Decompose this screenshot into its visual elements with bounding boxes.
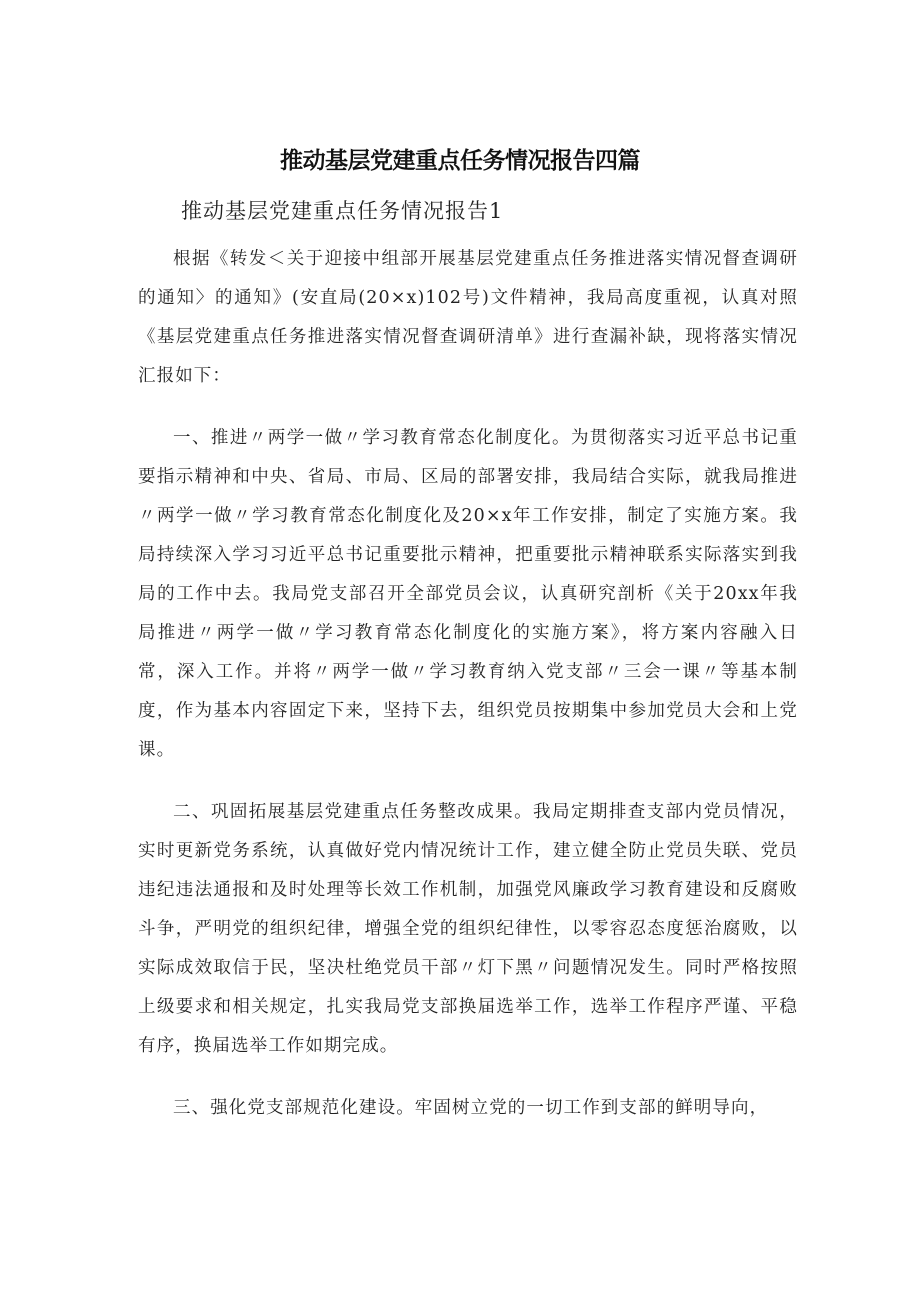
section-subtitle: 推动基层党建重点任务情况报告1 bbox=[181, 199, 504, 223]
paragraph-section-3: 三、强化党支部规范化建设。牢固树立党的一切工作到支部的鲜明导向， bbox=[173, 1098, 769, 1118]
document-body bbox=[138, 240, 798, 1151]
paragraph-intro: 根据《转发＜关于迎接中组部开展基层党建重点任务推进落实情况督查调研的通知〉的通知》(安直局(20×x)102号)文件精神，我局高度重视，认真对照《基层党建重点任务推进落实情况督查调研清单》进行查漏补缺，现将落实情况汇报如下： bbox=[138, 249, 798, 386]
paragraph-section-1: 一、推进〃两学一做〃学习教育常态化制度化。为贯彻落实习近平总书记重要指示精神和中央、省局、市局、区局的部署安排，我局结合实际，就我局推进〃两学一做〃学习教育常态化制度化及20×x年工作安排，制定了实施方案。我局持续深入学习习近平总书记重要批示精神，把重要批示精神联系实际落实到我局的工作中去。我局党支部召开全部党员会议，认真研究剖析《关于20xx年我局推进〃两学一做〃学习教育常态化制度化的实施方案》，将方案内容融入日常，深入工作。并将〃两学一做〃学习教育纳入党支部〃三会一课〃等基本制度，作为基本内容固定下来，坚持下去，组织党员按期集中参加党员大会和上党课。 bbox=[138, 428, 798, 760]
document-title: 推动基层党建重点任务情况报告四篇 bbox=[280, 148, 640, 174]
paragraph-section-2: 二、巩固拓展基层党建重点任务整改成果。我局定期排查支部内党员情况，实时更新党务系统，认真做好党内情况统计工作，建立健全防止党员失联、党员违纪违法通报和及时处理等长效工作机制，加强党风廉政学习教育建设和反腐败斗争，严明党的组织纪律，增强全党的组织纪律性，以零容忍态度惩治腐败，以实际成效取信于民，坚决杜绝党员干部〃灯下黑〃问题情况发生。同时严格按照上级要求和相关规定，扎实我局党支部换届选举工作，选举工作程序严谨、平稳有序，换届选举工作如期完成。 bbox=[138, 802, 798, 1056]
